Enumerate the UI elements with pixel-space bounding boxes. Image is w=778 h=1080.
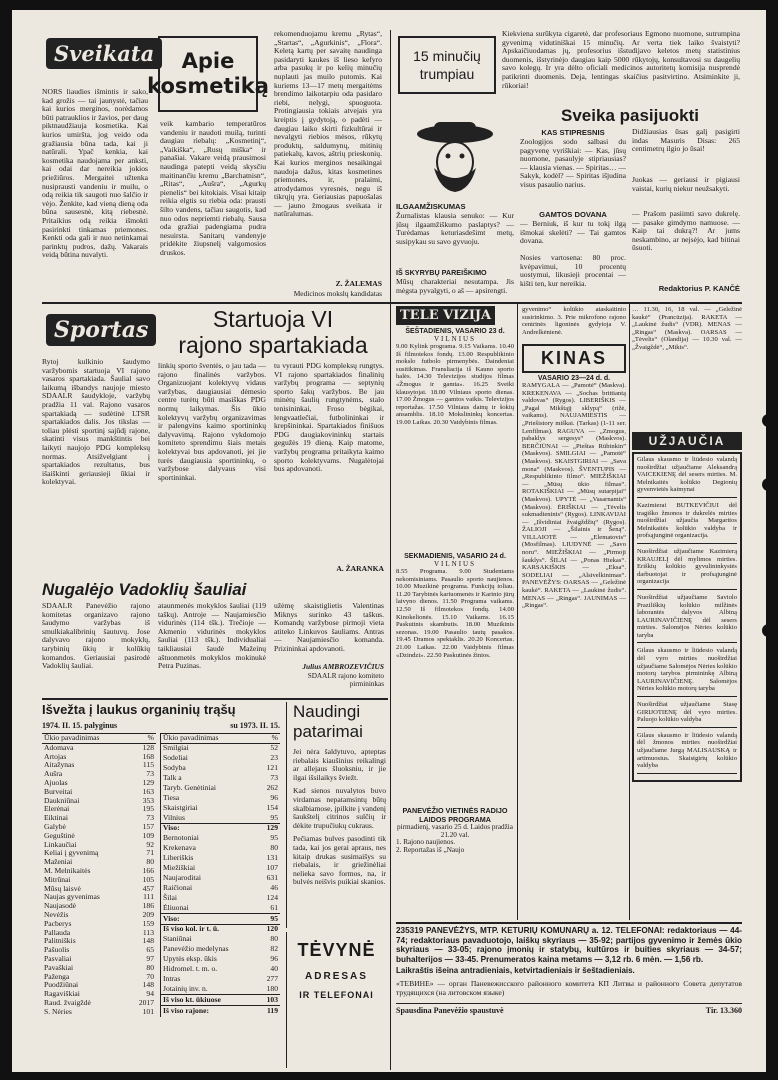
farm-name: Ajuolas [44, 777, 68, 787]
farm-percent: 71 [146, 848, 154, 858]
patarimai-p2: Kad sienos nuvalytos buvo virdamas nepatamsintų būtų skalbiamose, įpilkite į vandenį šaukštelį citrinos sulčių ir dėkite trupučiukų cukraus. [293, 786, 386, 830]
farm-percent: 95 [270, 812, 278, 822]
farm-percent: 80 [146, 962, 154, 972]
cartoon-face-icon [400, 118, 510, 198]
condolence-item: Nuoširdžiai užjaučiame Saviolo Praziliškių kolūkio milžinės laborantės dalyvos Albiną LAURINAVIČIENĘ dėl sesers mirties. Salomėjos Nėries kolūkio taryba [637, 594, 737, 644]
kinas-logo-box [522, 344, 626, 373]
nugalejo-author-title: SDAALR rajono komiteto pirmininkas [307, 672, 384, 688]
divider-kinas-uzjauta [629, 304, 630, 920]
patarimai-section [286, 702, 386, 928]
farm-name: Pacberys [44, 918, 72, 928]
farm-name: Pasvaliai [44, 953, 72, 963]
farm-percent: 82 [270, 944, 278, 954]
punch-hole [762, 414, 775, 427]
farm-name: Linkaučiai [44, 839, 77, 849]
farm-percent: 157 [142, 821, 154, 831]
ilgaamziskumas-text: Žurnalistas klausia senuko: — Kur jūsų ilgaamžiškumo paslaptys? — Turėdamas keturiasdešimt metų, susipykau su savo gyvuoju. [396, 211, 514, 246]
gamtos-dovana-title: GAMTOS DOVANA [539, 210, 607, 219]
farm-percent: 23 [270, 753, 278, 763]
fertilizer-left-date: 1974. II. 15. palyginus [42, 721, 118, 730]
farm-percent: 73 [146, 813, 154, 823]
farm-percent: 148 [142, 936, 154, 946]
sveikata-section [42, 30, 384, 300]
fertilizer-row [161, 945, 281, 955]
skyrybu-title: IŠ SKYRYBŲ PAREIŠKIMO [396, 268, 487, 277]
punch-hole [762, 624, 775, 637]
15-minuciu-title: 15 minučių trumpiau [413, 48, 481, 82]
fertilizer-row [161, 974, 281, 984]
farm-percent: 80 [270, 934, 278, 944]
sveikata-author: Z. ŽALEMAS [335, 279, 382, 288]
farm-name: Smilgiai [163, 743, 189, 753]
uzjauta-list [632, 452, 742, 782]
divider-tv-kinas [517, 304, 518, 920]
sportas-section [42, 306, 384, 696]
nugalejo-author: Julius AMBROZEVIČIUS [302, 662, 384, 671]
tv-day2: SEKMADIENIS, VASARIO 24 d. [404, 553, 506, 560]
fertilizer-row [161, 924, 281, 934]
fertilizer-title: Išvežta į laukus organinių trąšų [42, 702, 236, 717]
farm-name: Taryb. Genėtiniai [163, 782, 217, 792]
farm-percent: 209 [142, 909, 154, 919]
farm-percent: 96 [270, 954, 278, 964]
farm-percent: 353 [142, 795, 154, 805]
farm-percent: 111 [143, 892, 154, 902]
fertilizer-col-name: Ūkio pavadinimas [42, 734, 128, 744]
nugalejo-col3: užėmę skaistiglietis Valentinas Miknys surinko 43 taškus. Komandų varžybose pirmoji vieta atiteko Linkuvos šauliams. Antras — Naujamiesčio komanda. Prizininkai apdovanoti. [274, 601, 384, 653]
fertilizer-row [161, 893, 281, 903]
tv-city1: VILNIUS [434, 335, 476, 343]
ilgaamziskumas-title: ILGAAMŽISKUMAS [396, 202, 466, 211]
farm-name: Talk a [163, 773, 182, 783]
kas-stipresnis-text: Zoologijos sodo salbasi du pagyvenę vyriškiai: — Kas, jūsų nuomone, pasaulyje stipriausias? — klausia vienas. — Spiritas… — Sakyk, kodėl? — Spiritas išjudina visus pasaulio narius. [520, 137, 626, 189]
farm-name: Viso: [163, 823, 180, 833]
radio-item-1: 1. Rajono naujienos. [396, 838, 456, 847]
skyrybu-text: Mūsų charakteriai nesutampa. Jis mėgsta pyvalgyti, o aš — apsirengti. [396, 277, 514, 295]
editor-signature: Redaktorius P. KANČĖ [658, 284, 740, 293]
15-minuciu-box [398, 36, 496, 94]
farm-name: Geguštinė [44, 830, 75, 840]
sveika-pasijuokti-heading: Sveika pasijuokti [561, 106, 699, 125]
fertilizer-row [161, 793, 281, 803]
farm-percent: 120 [266, 924, 278, 934]
fertilizer-row [161, 813, 281, 823]
farm-name: Naujaroditai [163, 872, 201, 882]
farm-percent: 163 [142, 786, 154, 796]
farm-percent: 631 [266, 872, 278, 882]
farm-name: Mūsų laisvė [44, 883, 81, 893]
farm-name: Ragaviškiai [44, 989, 80, 999]
farm-name: Aušra [44, 769, 63, 779]
fertilizer-row [161, 964, 281, 974]
nugalejo-col2: ataunmenės mokyklos šauliai (119 taškų). Antroje — Naujamiesčio vidurinės (114 tšk.). Trečioje — Akmenio vidurinės mokyklos šauliai (113 tšk.). Individualiai taikliausiai šaudė Mažeinų aštuonmetės mokyklos mokinukė Petra Puzinas. [158, 601, 266, 671]
farm-percent: 101 [142, 1006, 154, 1016]
radio-title: PANEVĖŽIO VIETINĖS RADIJO LAIDOS PROGRAMA [402, 806, 508, 824]
fertilizer-row [161, 984, 281, 994]
farm-percent: 94 [146, 989, 154, 999]
farm-percent: 96 [270, 792, 278, 802]
farm-percent: 65 [146, 945, 154, 955]
farm-percent: 121 [266, 763, 278, 773]
tevyne-line-2: IR TELEFONAI [299, 990, 374, 1000]
fertilizer-row [161, 955, 281, 965]
farm-name: Sodyba [163, 763, 186, 773]
farm-name: Puodžiūnai [44, 980, 79, 990]
sveikata-col2: veik kambario temperatūros vandeniu ir naudoti muilą, turinti daugiau riebalų: „Kosmetinį“, „Vaikiška“, „Rusų miška“ ir panašiai. Vakare veidą prausimosi naudinga patepti veidą skysčiu maitinančiu kremu „Barchatnisn“, „Ritas“, „Aušra“, „Agurkų pienelis“ bei kitokiais. Visai kitaip reikia elgtis su riebia oda: prausti šilto vandens, tačiau saugotis, kad nuo odos nepriemti riebalų. Sausa oda gražiai padengiama pudra nesuirsta. Sanitarų vandenyje pridėkite žiupsnelį valgomosios druskos. [160, 119, 266, 257]
apie-kosmetika-box [147, 36, 269, 112]
farm-name: Ėliuonai [163, 902, 189, 912]
kas-stipresnis-title: KAS STIPRESNIS [541, 128, 605, 137]
televizija-logo: TELE VIZIJA [396, 306, 495, 325]
farm-name: Vilnius [163, 812, 185, 822]
farm-name: Artojas [44, 751, 67, 761]
fertilizer-table-left [42, 733, 156, 1017]
nugalejo-col1: SDAALR Panevėžio rajono komitetas organizavo rajono šaudymo varžybas iš smulkiakalibrinių šautuvų. Jose dalyvavo rajono mokyklų, tarybinių ūkių ir kolūkių komandos. Geriausiai pasirodė Vadoklių šauliai. [42, 601, 150, 671]
condolence-item: Nuoširdžiai užjaučiame Kazimierą KRAUJELĮ dėl mylimos mirties. Eriškių kolūkio gyvulininkystės darbuotojai ir profsąjunginė organizacija [637, 548, 737, 590]
fertilizer-row [161, 863, 281, 873]
divider-top-middle [390, 30, 391, 302]
radio-item-2: 2. Reportažas iš „Naujo [396, 845, 465, 854]
fertilizer-row [161, 935, 281, 945]
farm-percent: 105 [142, 874, 154, 884]
uzjauta-section [632, 306, 742, 920]
farm-name: Palitniškis [44, 936, 76, 946]
kinas-logo: KINAS [540, 348, 607, 368]
divider-top [42, 302, 742, 304]
farm-name: Raud. žvaigždė [44, 997, 91, 1007]
fertilizer-row [161, 773, 281, 783]
farm-name: Galybė [44, 821, 66, 831]
farm-percent: 128 [142, 742, 154, 752]
farm-name: Šilai [163, 892, 177, 902]
farm-percent: 95 [270, 833, 278, 843]
uzjauta-title: UŽJAUČIA [632, 432, 742, 450]
farm-percent: 95 [270, 913, 278, 923]
farm-name: Maženiai [44, 857, 73, 867]
farm-name: Aitažynas [44, 760, 75, 770]
farm-percent: 129 [142, 777, 154, 787]
tevyne-title: TĖVYNĖ [297, 940, 376, 960]
nosies-text: Nosies vartosena: 80 proc. kvėpavimui, 10 procentų uostymui, likusieji procentai — kišti ten, kur nereikia. [520, 253, 626, 288]
farm-name: Mitrūnai [44, 874, 71, 884]
fertilizer-section [42, 702, 280, 1070]
prasom-text: — Prašom pasiimti savo dukrelę. — pasake gimdymo namuose. — Kaip tai dukrą?! Ar jums neskambino, ar nejsėjo, kad bitinai ūsuoti. [632, 209, 740, 253]
farm-percent: 159 [142, 918, 154, 928]
tv-day1-text: 9.00 Kylink programa. 9.15 Vaikams. 10.40 Iš filmotekos fondų. 13.00 Respublikinio mokslo futbolo pirmenybės. Daindeniai susitikimas. Fransliacija iš Kauno sporto halės. 14.30 Televizijos studijos filmas «Žmogus ir gamta». 16.25 Sveiki klausytojai. 18.00 Vilniaus sporto dienas. 17.00 Žmogus — gamtos vaikis. Televizijos reportažas. 17.50 Vilniaus dainų ir šokių ansamblis. 18.10 Mokslininkų koncertas. 19.00 Laikas. 20.30 Vaidybinis filmas. [396, 343, 514, 426]
farm-percent: 109 [142, 830, 154, 840]
farm-name: Paženga [44, 971, 70, 981]
kinas-text: RAMYGALA — „Pamotė“ (Maskva). KREKENAVA — „Sochas brittiantą valdovas“ (Rygos). LIBERIŠKIS — „Pagal Mikštąjį sklypą“ (rižė, vaikams). NAUJAMIESTIS — „Priešistory miškai. (Tarkas) (1-11 ser. Lenfilmas). RAGUVA — „Zmogus, pabaklys sergesys“ (Maskvos). BERČIŪNAI — „Pieštas Rūbinkin” (Maskvos). SMILGIAI — „Pamotė“ (Maskvos). SKAISTGIRIAI — „Sava mona“ (Maskvos). ŠVENTUPIS — „Respublikinio filmo“. MIEŽIŠKIAI — „Mūsų ūkio filmas“. ROTAKIŠKIAI — „Mūsų sutarpijai“ (Maskvos). UPYTĖ — „Vasarnamis“ (Maskvos). ĖRIŠKIAI — „Tėvelis sukmadieninis“ (Rygos). LINKAVIJAI — „Išvidiniai žvaigždžių“ (Rygos). ŽALIOJI — „Šilainis ir Šeną“. VILLAIOTĖ — „Elematovis“ (Mosfilmas). LIUDYNĖ — „Savo noru“. MIEŽIŠKIAI — „Pirmoji šauklys“. ŠILAI — „Ponas Hiekas“. KARSAKIŠKIS — „Eksa“. SODELIAI — „Alsivelkinimas“. PANEVĖŽYS: OARSAS — „Geležinė kaukė“. RAKETA — „Laukinė žudis“. MENAS — „Ringas“. JAUNIMAS — „Ringas“. [522, 382, 626, 610]
farm-name: Naujas gyvenimas [44, 892, 100, 902]
farm-percent: 129 [266, 823, 278, 833]
farm-percent: 73 [146, 769, 154, 779]
radio-text: pirmadienį, vasario 25 d. Laidos pradžia 21.20 val. [397, 823, 513, 839]
farm-name: Pavaškiai [44, 962, 74, 972]
fertilizer-row [161, 903, 281, 913]
nugalejo-title: Nugalėjo Vadoklių šauliai [42, 580, 247, 599]
fertilizer-dates [42, 721, 280, 730]
condolence-item: Kazimierai BUTKEVIČIUI dėl tragiško žmonos ir dukrelės mirties nuoširdžiai užjaučia Margaritos Melnikaitės kolūkio valdyba ir profsąjunginė organizacija. [637, 502, 737, 544]
farm-percent: 113 [142, 927, 154, 937]
fertilizer-row [42, 1008, 156, 1017]
farm-percent: 186 [142, 901, 154, 911]
patarimai-p1: Jei nėra šaldytuvo, apteptas riebalais kiaušinius reikalingi ar allejaus šluoksniu, ir jie ilgai išsilaikys šviežt. [293, 747, 386, 782]
fertilizer-table-right [160, 733, 280, 1017]
farm-percent: 52 [270, 743, 278, 753]
condolence-item: Gilaus skausmo ir liūdesio valandą nuoširdžiai užjaučiame Aleksandrą VAICEKIENĘ dėl sesers mirties. M. Melnikaitės kolūkio Degionių gyvenvietės kaimynai [637, 456, 737, 498]
fertilizer-col-pct: % [128, 734, 156, 744]
footer-address: 235319 PANEVĖŽYS, MTP. KETURIŲ KOMUNARŲ a. 12. TELEFONAI: redaktoriaus — 44-74; redaktoriaus pavaduotojo, laiškų skyriaus — 35-92; partijos gyvenimo ir žemės ūkio skyriaus — 33-05; rajono įmonių ir statybų, kultūros ir buities skyriaus — 34-57; buhalterijos — 33-45. Prenumeratos kaina metams — 3,12 rb. 6 mėn. — 1,56 rb. [396, 926, 742, 964]
apie-kosmetika-title: Apie kosmetiką [147, 49, 269, 98]
sportas-title-1: Startuoja VI [212, 306, 334, 332]
tv-day1: ŠEŠTADIENIS, VASARIO 23 d. [405, 328, 505, 335]
farm-name: Miežiškiai [163, 863, 196, 873]
farm-percent: 277 [266, 973, 278, 983]
fertilizer-tables [42, 733, 280, 1017]
farm-name: Bernotoniai [163, 833, 199, 843]
fertilizer-row [161, 844, 281, 854]
farm-name: Skaistgiriai [163, 802, 198, 812]
farm-name: Pašuolis [44, 945, 70, 955]
farm-percent: 107 [266, 863, 278, 873]
fertilizer-row [161, 995, 281, 1006]
farm-name: Elerėnai [44, 804, 70, 814]
kinas-col2-text: … 11.30, 16, 18 val. — „Geležinė kaukė“ (Prancūzija). RAKETA — „Laukinė žudis“ (VDR). MENAS — „Ringas“ (Maskva). OARSAS — „Tėvelis“ (Olandija) — 10.30 val. — „Žvaigždė“, „Mikis“. [632, 306, 742, 351]
fertilizer-row [161, 1006, 281, 1017]
farm-name: Liberiškis [163, 853, 194, 863]
fertilizer-right-date: su 1973. II. 15. [230, 721, 280, 730]
tv-city2: VILNIUS [434, 560, 476, 568]
farm-name: Viso: [163, 913, 180, 923]
farm-percent: 195 [142, 804, 154, 814]
sportas-col3: tu vyrauti PDG kompleksų rungtys. VI rajono spartakiados finalinių varžybų programa — septynių sporto šakų varžybos. Be jau minėtų šaulių rungtynėms, stalo tenisininkai, Froso bėgikai, lengvaatlečiai, futbolininkai ir krepšininkai. Spartakiados finišuos PDG daugiakovininkų startais gegužės 19 dieną. Kaip matome, varžybų programa pritaikyta kaimo sporto kolektyvams. Nugalėtojai bus apdovanoti. [274, 361, 384, 474]
farm-percent: 131 [266, 853, 278, 863]
farm-name: Pallauda [44, 927, 71, 937]
fertilizer-row [161, 854, 281, 864]
footer-section [396, 926, 742, 1068]
farm-name: Raičionai [163, 882, 193, 892]
footer-russian: «ТЕВИНЕ» — орган Паневежисского районного комитета КП Литвы и районного Совета депутатов трудящихся (на литовском языке) [396, 978, 742, 997]
sveikata-author-title: Medicinos mokslų kandidatas [293, 289, 382, 298]
farm-name: Intras [163, 973, 181, 983]
farm-percent: 166 [142, 865, 154, 875]
sportas-author: A. ŽARANKA [336, 564, 384, 573]
condolence-item: Gilaus skausmo ir liūdesio valandą dėl vyro mirties nuoširdžiai užjaučiame Salomėjos Nėries kolūkio motorų tarybos pirmininkę Albiną LAURINAVIČIENĘ. Salomėjos Nėries kolūkio motorų taryba [637, 647, 737, 697]
farm-percent: 168 [142, 751, 154, 761]
15-minuciu-text: Kiekviena surūkyta cigaretė, dar profesoriaus Egmono nuomone, sutrumpina gyvenimą vidutiniškai 15 minučių. Ar verta tiek laiko švaistyti? Apskaičiuodamas jų, profesorius išstudijavo keletos metų statistinius duomenis, išstyrinėjo daugiau kaip 5000 rūkytojų, konsultavosi su daugelių savo kolegų. Ir yra dėlto oficiali medicinos autoritetų komisija nusprendė patikrinti duomenis. Deja, lentingas skaičius pasitvirtino. Atsiminkite ji, rūkoriai! [502, 30, 740, 90]
farm-name: Krekenava [163, 843, 196, 853]
farm-percent: 103 [266, 994, 278, 1004]
farm-name: Staniūnai [163, 934, 192, 944]
fertilizer-col-pct-right: % [258, 734, 280, 744]
farm-percent: 73 [270, 773, 278, 783]
patarimai-title-1: Naudingi [293, 702, 361, 721]
kinas-date: VASARIO 23—24 d. d. [537, 375, 611, 382]
tv-day2-text: 8.55 Programa. 9.00 Studentams nekomisiniams. Pasaulio sporto naujienos. 10.00 Muzikinė programa. Funkcijų toliau. 11.20 Tarybinės kariuomenės ir Karinio jūrų laivyno dienos. 11.50 Programa vaikams. 12.50 Iš filmotekos fondų. 14.00 Kinokelionės. 15.10 Vaikams. 16.15 Paskutinis skambutis. 18.00 Muzikinis sezonas. 19.00 Pasaulio tautų pasakos. 19.45 Dramos spektaklis. 20.20 Koncertas. 21.00 Laikas. 22.00 Vaidybinis filmas «Dzindzi». 22.50 Paskutinės žinios. [396, 568, 514, 659]
farm-percent: 180 [266, 983, 278, 993]
farm-name: Iš viso kol. ir t. ū. [163, 924, 219, 934]
newspaper-page [12, 10, 766, 1072]
sveikata-col1: NORS liaudies išmintis ir sako, kad grožis — tai jaunystė, tačiau kai kurios merginos, norėdamos būti patrauklios ir žavios, per daug piktnaudžiauja kosmetika. Kai kurios umiršta, jog veido oda gražiausia būna tada, kai ji natūrali. Ypač kenkia, kai kosmetika naudojama per anksti, kai odai dar nereikia jokios priežiūros. Mergaitei užtenka nusiprausti vandeniu ir muilu, o odą reikia tik saugoti nuo šalčio ir vėjo. Ženkite, kad vieną dieną oda būna sausesnė, kitą riebesnė. Pritaikius odą reikia išmokti pasirinkti tinkamas priemones. Kenkti oda gali ir nuo netinkamai parinktų pudros, dažų. Vakarais veidą būtina nuvalyti. [42, 87, 148, 260]
farm-name: S. Nėries [44, 1006, 72, 1016]
fertilizer-row [161, 883, 281, 893]
fertilizer-row [161, 803, 281, 813]
farm-name: Eiktinai [44, 813, 69, 823]
condolence-item: Nuoširdžiai užjaučiame Stasę GIRIJOTIENĘ dėl vyro mirties. Paluojo kolūkio valdyba [637, 701, 737, 728]
farm-percent: 148 [142, 980, 154, 990]
farm-percent: 61 [270, 902, 278, 912]
farm-name: Upytės eksp. ūkis [163, 954, 217, 964]
sportas-logo: Sportas [46, 314, 156, 346]
tevyne-section [286, 932, 386, 1068]
farm-name: M. Melnikaitės [44, 865, 91, 875]
fertilizer-row [161, 834, 281, 844]
pasijuokti-section [396, 30, 742, 302]
sportas-col1: Rytoj kulkinio šaudymo varžybomis startuoja VI rajono vasaros spartakiada. Šaulial savo laikumą išbandys naujoje miesto SDAALR šaudykloje, varžybų pradžia 11 val. Rajono vasaros spartakiadą — sudėtinė LTSR spartakiados dalis. Jos tikslas — toliau plėsti sportinį sajūdį rajone, skatinti visus mankštintis bei laikyti naujojo PDG kompleksų normas. Atsižvelgiant į spartakiados rezultatus, bus išaiškinti geriausieji ūkiai ir kolektyvai. [42, 357, 150, 487]
farm-percent: 119 [267, 1005, 278, 1015]
divider-footer [396, 922, 742, 924]
footer-printer: Spausdina Panevėžio spaustuvė [396, 1005, 504, 1015]
divider-fertilizer [42, 698, 388, 700]
farm-name: Sodeliai [163, 753, 188, 763]
fertilizer-col-name-right: Ūkio pavadinimas [161, 734, 259, 744]
farm-percent: 2017 [138, 997, 154, 1007]
tevyne-line-1: ADRESAS [305, 971, 368, 982]
farm-percent: 80 [270, 843, 278, 853]
farm-name: Naujasodė [44, 901, 77, 911]
patarimai-p3: Pečiamas bulves pasodinti tik tada, kai jos gerai apraus, nes kitaip drukas susimaišys su riebalais, ir griežinėliai nelieka savo formos, na, ir bulvės neišvis puikiai skanios. [293, 834, 386, 887]
fertilizer-row [161, 743, 281, 753]
farm-name: Panevėžio medelynas [163, 944, 229, 954]
farm-name: Nevėžis [44, 909, 69, 919]
kinas-section [522, 306, 626, 920]
divider-mid-left [390, 304, 391, 1070]
farm-name: Keliai į gyvenimą [44, 848, 99, 858]
farm-name: Hidromel. t. m. o. [163, 964, 218, 974]
sportas-title-2: rajono spartakiada [178, 332, 368, 358]
fertilizer-row [161, 764, 281, 774]
footer-printer-row [396, 1003, 742, 1015]
farm-name: Tiesa [163, 792, 180, 802]
farm-percent: 262 [266, 782, 278, 792]
juokas-text: Juokas — geriausi ir pigiausi vaistai, kurių niekur neužsakyti. [632, 175, 740, 193]
sportas-col2: linkių sporto šventės, o jau tada — rajono finalinės varžybos. Organizuojant kolektyvų vidaus varžybas, daugiausiai dėmesio centre turėtų būti masiškas PDG normų laikymas. Šis ūkio kolektyvų varžybų organizavimas ir palengvins kaimo sportininkų dalyvavimą. Rajono vykdomojo komiteto sprendimu šiais metais kolektyvai bus apdovanoti, jei jie turės daugiausia sportininkų, o varžybose dalyvaus visi sportininkai. [158, 361, 266, 482]
punch-hole [762, 478, 775, 491]
televizija-section [396, 306, 514, 920]
farm-name: Iš viso rajone: [163, 1005, 209, 1015]
tv-col2-text: gyvenimo“ kolūkio ataskaitinio susirinkimo. 3. Prie mikrofono rajono centrinės ligoninės gydytoja V. Andrelkėnienė. [522, 306, 626, 336]
farm-percent: 80 [146, 857, 154, 867]
farm-name: Adomava [44, 742, 74, 752]
farm-percent: 97 [146, 953, 154, 963]
gamtos-dovana-text: — Berniuk, iš kur tu tokį ilgą išmokai skelėti? — Tai gamtos dovana. [520, 219, 626, 246]
fertilizer-row [161, 823, 281, 833]
patarimai-title-2: patarimai [293, 722, 363, 741]
footer-tiraz: Tir. 13.360 [705, 1005, 742, 1015]
fertilizer-row [161, 754, 281, 764]
farm-name: Daukniūnai [44, 795, 80, 805]
footer-ads: Laikraštis išeina antradieniais, ketvirtadieniais ir šeštadieniais. [396, 966, 635, 976]
fertilizer-row [161, 783, 281, 793]
farm-name: Burveitai [44, 786, 73, 796]
sveikata-logo: Sveikata [46, 38, 162, 69]
farm-name: Jotainių inv. n. [163, 983, 208, 993]
farm-percent: 70 [146, 971, 154, 981]
fertilizer-row [161, 873, 281, 883]
farm-percent: 46 [270, 882, 278, 892]
farm-percent: 457 [142, 883, 154, 893]
fertilizer-row [161, 913, 281, 924]
farm-name: Iš viso kt. ūkiuose [163, 994, 221, 1004]
farm-percent: 115 [142, 760, 154, 770]
farm-percent: 92 [146, 839, 154, 849]
didziausias-text: Didžiausias ūsas galį pasigirti indas Masuris Disas: 265 centimetrų ilgio jo ūsai! [632, 127, 740, 154]
condolence-item: Gilaus skausmo ir liūdesio valandą dėl žmonos mirties nuoširdžiai užjaučiame Jurgą MALISAUSKĄ ir artimuosius. Skaistgirių kolūkio valdyba [637, 732, 737, 774]
farm-percent: 40 [270, 964, 278, 974]
farm-percent: 154 [266, 802, 278, 812]
sveikata-col3: rekomenduojamu kremu „Rytas“, „Startas“, „Agurkinis“, „Flora“. Keletą kartų per savaitę naudinga pasidaryti kaukes iš lieso kefyro arba pasukų ir po kelių minučių nuplauti jas muilo putomis. Kai kuriems 13—17 metų mergaitėms brendimo laikotarpiu oda pasidaro riebi, nelygi, spuoguota. Protingiausia tokiais atvejais yra kreiptis į gydytoją, o padėti — daugiau laiko skirti fizkultūrai ir nevalgyti riebios mėsos, rūkytų produktų, saldumynų, mitinių patiekalų, kavos, aštrių prieskonių. Kai kurios merginos nesaikingai naudoja dažus, kitas kosmetines priemones, ir, pralaimi, atrodydamos vyresnės, negu iš tikrųjų yra. Geriausias papuošalas — jauno žmogaus sveikata ir natūralumas. [274, 30, 382, 219]
farm-percent: 124 [266, 892, 278, 902]
